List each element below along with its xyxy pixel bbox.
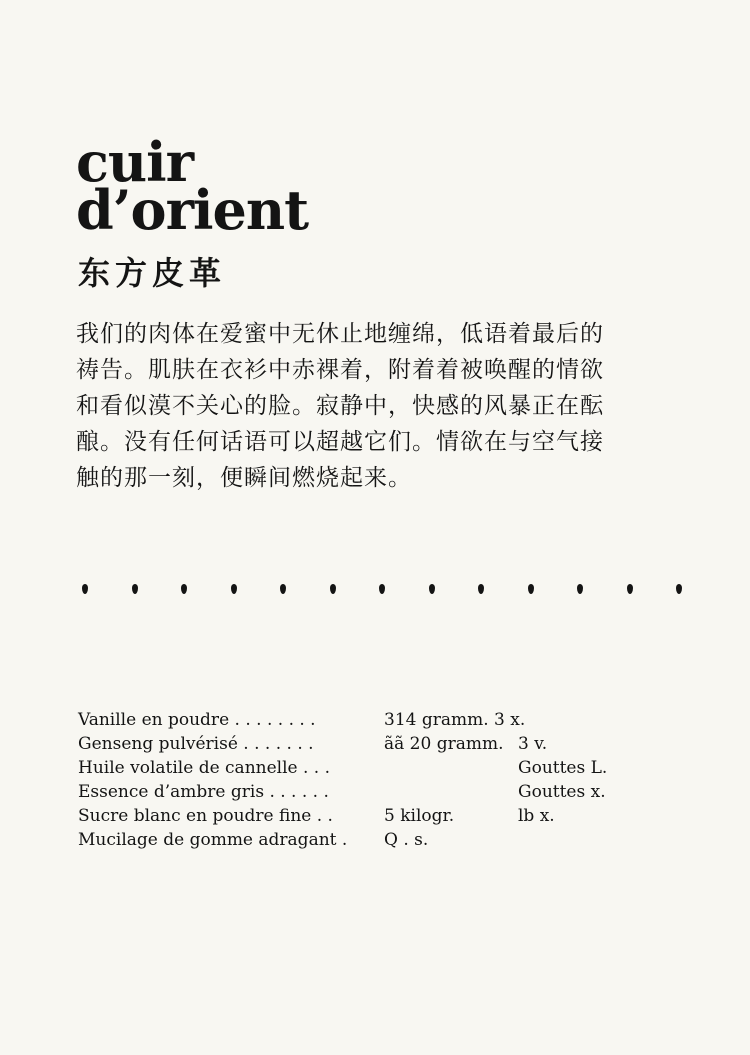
ingredient-quantity: ãã 20 gramm.	[384, 734, 504, 754]
dot	[478, 584, 484, 594]
dot	[676, 584, 682, 594]
recipe-row	[78, 756, 678, 780]
dot	[429, 584, 435, 594]
dot	[132, 584, 138, 594]
recipe-list	[78, 708, 678, 852]
ingredient-quantity: 5 kilogr.	[384, 806, 455, 826]
ingredient-unit: lb x.	[518, 806, 555, 826]
ingredient-name: Mucilage de gomme adragant .	[78, 830, 348, 850]
dot	[280, 584, 286, 594]
dot	[379, 584, 385, 594]
dot	[528, 584, 534, 594]
ingredient-name: Essence d’ambre gris . . . . . .	[78, 782, 329, 802]
poem-line: 我们的肉体在爱蜜中无休止地缠绵，低语着最后的	[76, 321, 604, 347]
ingredient-name: Huile volatile de cannelle . . .	[78, 758, 331, 778]
recipe-row	[78, 804, 678, 828]
ingredient-quantity: 314 gramm. 3 x.	[384, 710, 526, 730]
poem	[76, 316, 676, 496]
dot	[627, 584, 633, 594]
dot	[82, 584, 88, 594]
ingredient-unit: 3 v.	[518, 734, 548, 754]
recipe-row	[78, 780, 678, 804]
ingredient-quantity: Q . s.	[384, 830, 429, 850]
ingredient-unit: Gouttes x.	[518, 782, 606, 802]
dot-divider	[82, 584, 682, 594]
ingredient-name: Vanille en poudre . . . . . . . .	[78, 710, 316, 730]
dot	[181, 584, 187, 594]
poem-line: 祷告。肌肤在衣衫中赤裸着，附着着被唤醒的情欲	[76, 357, 604, 383]
title-line-1: cuir	[76, 130, 194, 194]
ingredient-unit: Gouttes L.	[518, 758, 608, 778]
recipe-row	[78, 828, 678, 852]
dot	[330, 584, 336, 594]
poem-line: 酿。没有任何话语可以超越它们。情欲在与空气接	[76, 429, 604, 455]
ingredient-name: Genseng pulvérisé . . . . . . .	[78, 734, 314, 754]
title-line-2: d’orient	[76, 178, 309, 242]
subtitle: 东方皮革	[78, 254, 227, 292]
title	[76, 130, 309, 242]
dot	[577, 584, 583, 594]
poem-line: 和看似漠不关心的脸。寂静中，快感的风暴正在酝	[76, 393, 604, 419]
recipe-row	[78, 732, 678, 756]
dot	[231, 584, 237, 594]
poem-line: 触的那一刻，便瞬间燃烧起来。	[76, 465, 412, 491]
recipe-row	[78, 708, 678, 732]
ingredient-name: Sucre blanc en poudre fine . .	[78, 806, 333, 826]
